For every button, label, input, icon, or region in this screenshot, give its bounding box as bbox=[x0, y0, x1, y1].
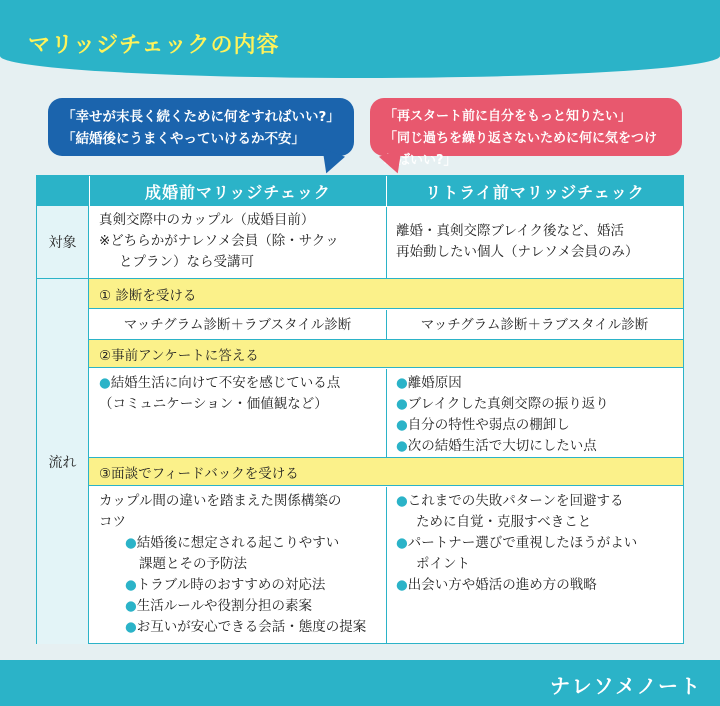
list-item bbox=[99, 617, 376, 638]
list-item bbox=[396, 575, 673, 596]
list-item bbox=[396, 533, 673, 554]
brand-logo: ナレソメノート bbox=[550, 674, 702, 698]
list-item-text: 自分の特性や弱点の棚卸し bbox=[407, 417, 570, 433]
header-banner bbox=[0, 0, 720, 78]
list-item bbox=[396, 491, 673, 512]
list-item bbox=[396, 436, 673, 457]
text-line: カップル間の違いを踏まえた関係構築の bbox=[99, 493, 342, 509]
step-3-pre-marriage bbox=[89, 487, 386, 644]
divider bbox=[386, 207, 387, 278]
speech-bubble-pre-marriage bbox=[48, 98, 354, 156]
bullet-icon: ● bbox=[396, 438, 408, 454]
list-item-text: トラブル時のおすすめの対応法 bbox=[136, 577, 326, 593]
bullet-icon: ● bbox=[125, 577, 137, 593]
text-line: 離婚・真剣交際ブレイク後など、婚活 bbox=[396, 223, 625, 239]
list-item bbox=[396, 415, 673, 436]
list-item bbox=[396, 373, 673, 394]
step-3-retry bbox=[386, 487, 683, 644]
list-item-text: ブレイクした真剣交際の振り返り bbox=[407, 396, 609, 412]
bullet-icon: ● bbox=[125, 535, 137, 551]
text-line: とプラン）なら受講可 bbox=[119, 254, 254, 270]
text-line: ※どちらかがナレソメ会員（除・サクッ bbox=[99, 233, 339, 249]
bubble-line: 「結婚後にうまくやっていけるか不安」 bbox=[62, 131, 305, 147]
step-1-retry: マッチグラム診断＋ラブスタイル診断 bbox=[420, 316, 649, 333]
divider bbox=[386, 487, 387, 644]
list-item bbox=[99, 533, 376, 554]
step-2-header: ②事前アンケートに答える bbox=[89, 339, 683, 368]
step-3-header: ③面談でフィードバックを受ける bbox=[89, 457, 683, 486]
bullet-icon: ● bbox=[396, 417, 408, 433]
list-item-text: これまでの失敗パターンを回避する bbox=[407, 493, 624, 509]
row-label-flow: 流れ bbox=[37, 279, 89, 644]
list-item-text: 次の結婚生活で大切にしたい点 bbox=[407, 438, 597, 454]
list-item bbox=[99, 575, 376, 596]
list-item-text: 離婚原因 bbox=[407, 375, 462, 391]
table-corner bbox=[37, 176, 89, 206]
list-item-text: パートナー選びで重視したほうがよい bbox=[407, 535, 638, 551]
list-item bbox=[396, 394, 673, 415]
list-item-text: 結婚後に想定される起こりやすい bbox=[136, 535, 340, 551]
text-line: 課題とその予防法 bbox=[139, 556, 247, 572]
column-header-retry: リトライ前マリッジチェック bbox=[386, 176, 683, 206]
bullet-icon: ● bbox=[396, 375, 408, 391]
bullet-icon: ● bbox=[396, 493, 408, 509]
list-item-text: 出会い方や婚活の進め方の戦略 bbox=[407, 577, 597, 593]
list-item-text: お互いが安心できる会話・態度の提案 bbox=[136, 619, 367, 635]
step-1-pre-marriage: マッチグラム診断＋ラブスタイル診断 bbox=[123, 316, 352, 333]
divider bbox=[386, 369, 387, 457]
bullet-icon: ● bbox=[396, 535, 408, 551]
speech-bubble-retry bbox=[370, 98, 682, 168]
text-line: ために自覚・克服すべきこと bbox=[416, 514, 592, 530]
text-line: ポイント bbox=[416, 556, 470, 572]
comparison-table bbox=[36, 175, 684, 644]
step-1-header: ① 診断を受ける bbox=[89, 279, 683, 309]
list-item bbox=[99, 373, 376, 394]
text-line: （コミュニケーション・価値観など） bbox=[99, 396, 328, 412]
footer-banner bbox=[0, 660, 720, 706]
list-item-text: 結婚生活に向けて不安を感じている点 bbox=[110, 375, 341, 391]
list-item bbox=[99, 596, 376, 617]
bullet-icon: ● bbox=[396, 577, 408, 593]
bullet-icon: ● bbox=[125, 598, 137, 614]
step-2-pre-marriage bbox=[89, 369, 386, 457]
row-label-target: 対象 bbox=[37, 206, 89, 278]
text-line: 真剣交際中のカップル（成婚目前） bbox=[99, 212, 315, 228]
bubble-line: 「幸せが末長く続くために何をすればいい?」 bbox=[62, 109, 340, 125]
bullet-icon: ● bbox=[125, 619, 137, 635]
step-2-retry bbox=[386, 369, 683, 457]
target-retry bbox=[386, 207, 683, 277]
target-pre-marriage bbox=[89, 207, 386, 277]
list-item-text: 生活ルールや役割分担の素案 bbox=[136, 598, 313, 614]
bubble-line: 「再スタート前に自分をもっと知りたい」 bbox=[384, 109, 632, 124]
text-line: 再始動したい個人（ナレソメ会員のみ） bbox=[396, 244, 639, 260]
divider bbox=[386, 310, 387, 339]
column-header-pre-marriage: 成婚前マリッジチェック bbox=[89, 176, 386, 206]
bubble-line: 「同じ過ちを繰り返さないために何に気をつければいい?」 bbox=[384, 131, 658, 168]
text-line: コツ bbox=[99, 514, 126, 530]
bullet-icon: ● bbox=[396, 396, 408, 412]
page-title: マリッジチェックの内容 bbox=[28, 33, 280, 58]
bullet-icon: ● bbox=[99, 375, 111, 391]
